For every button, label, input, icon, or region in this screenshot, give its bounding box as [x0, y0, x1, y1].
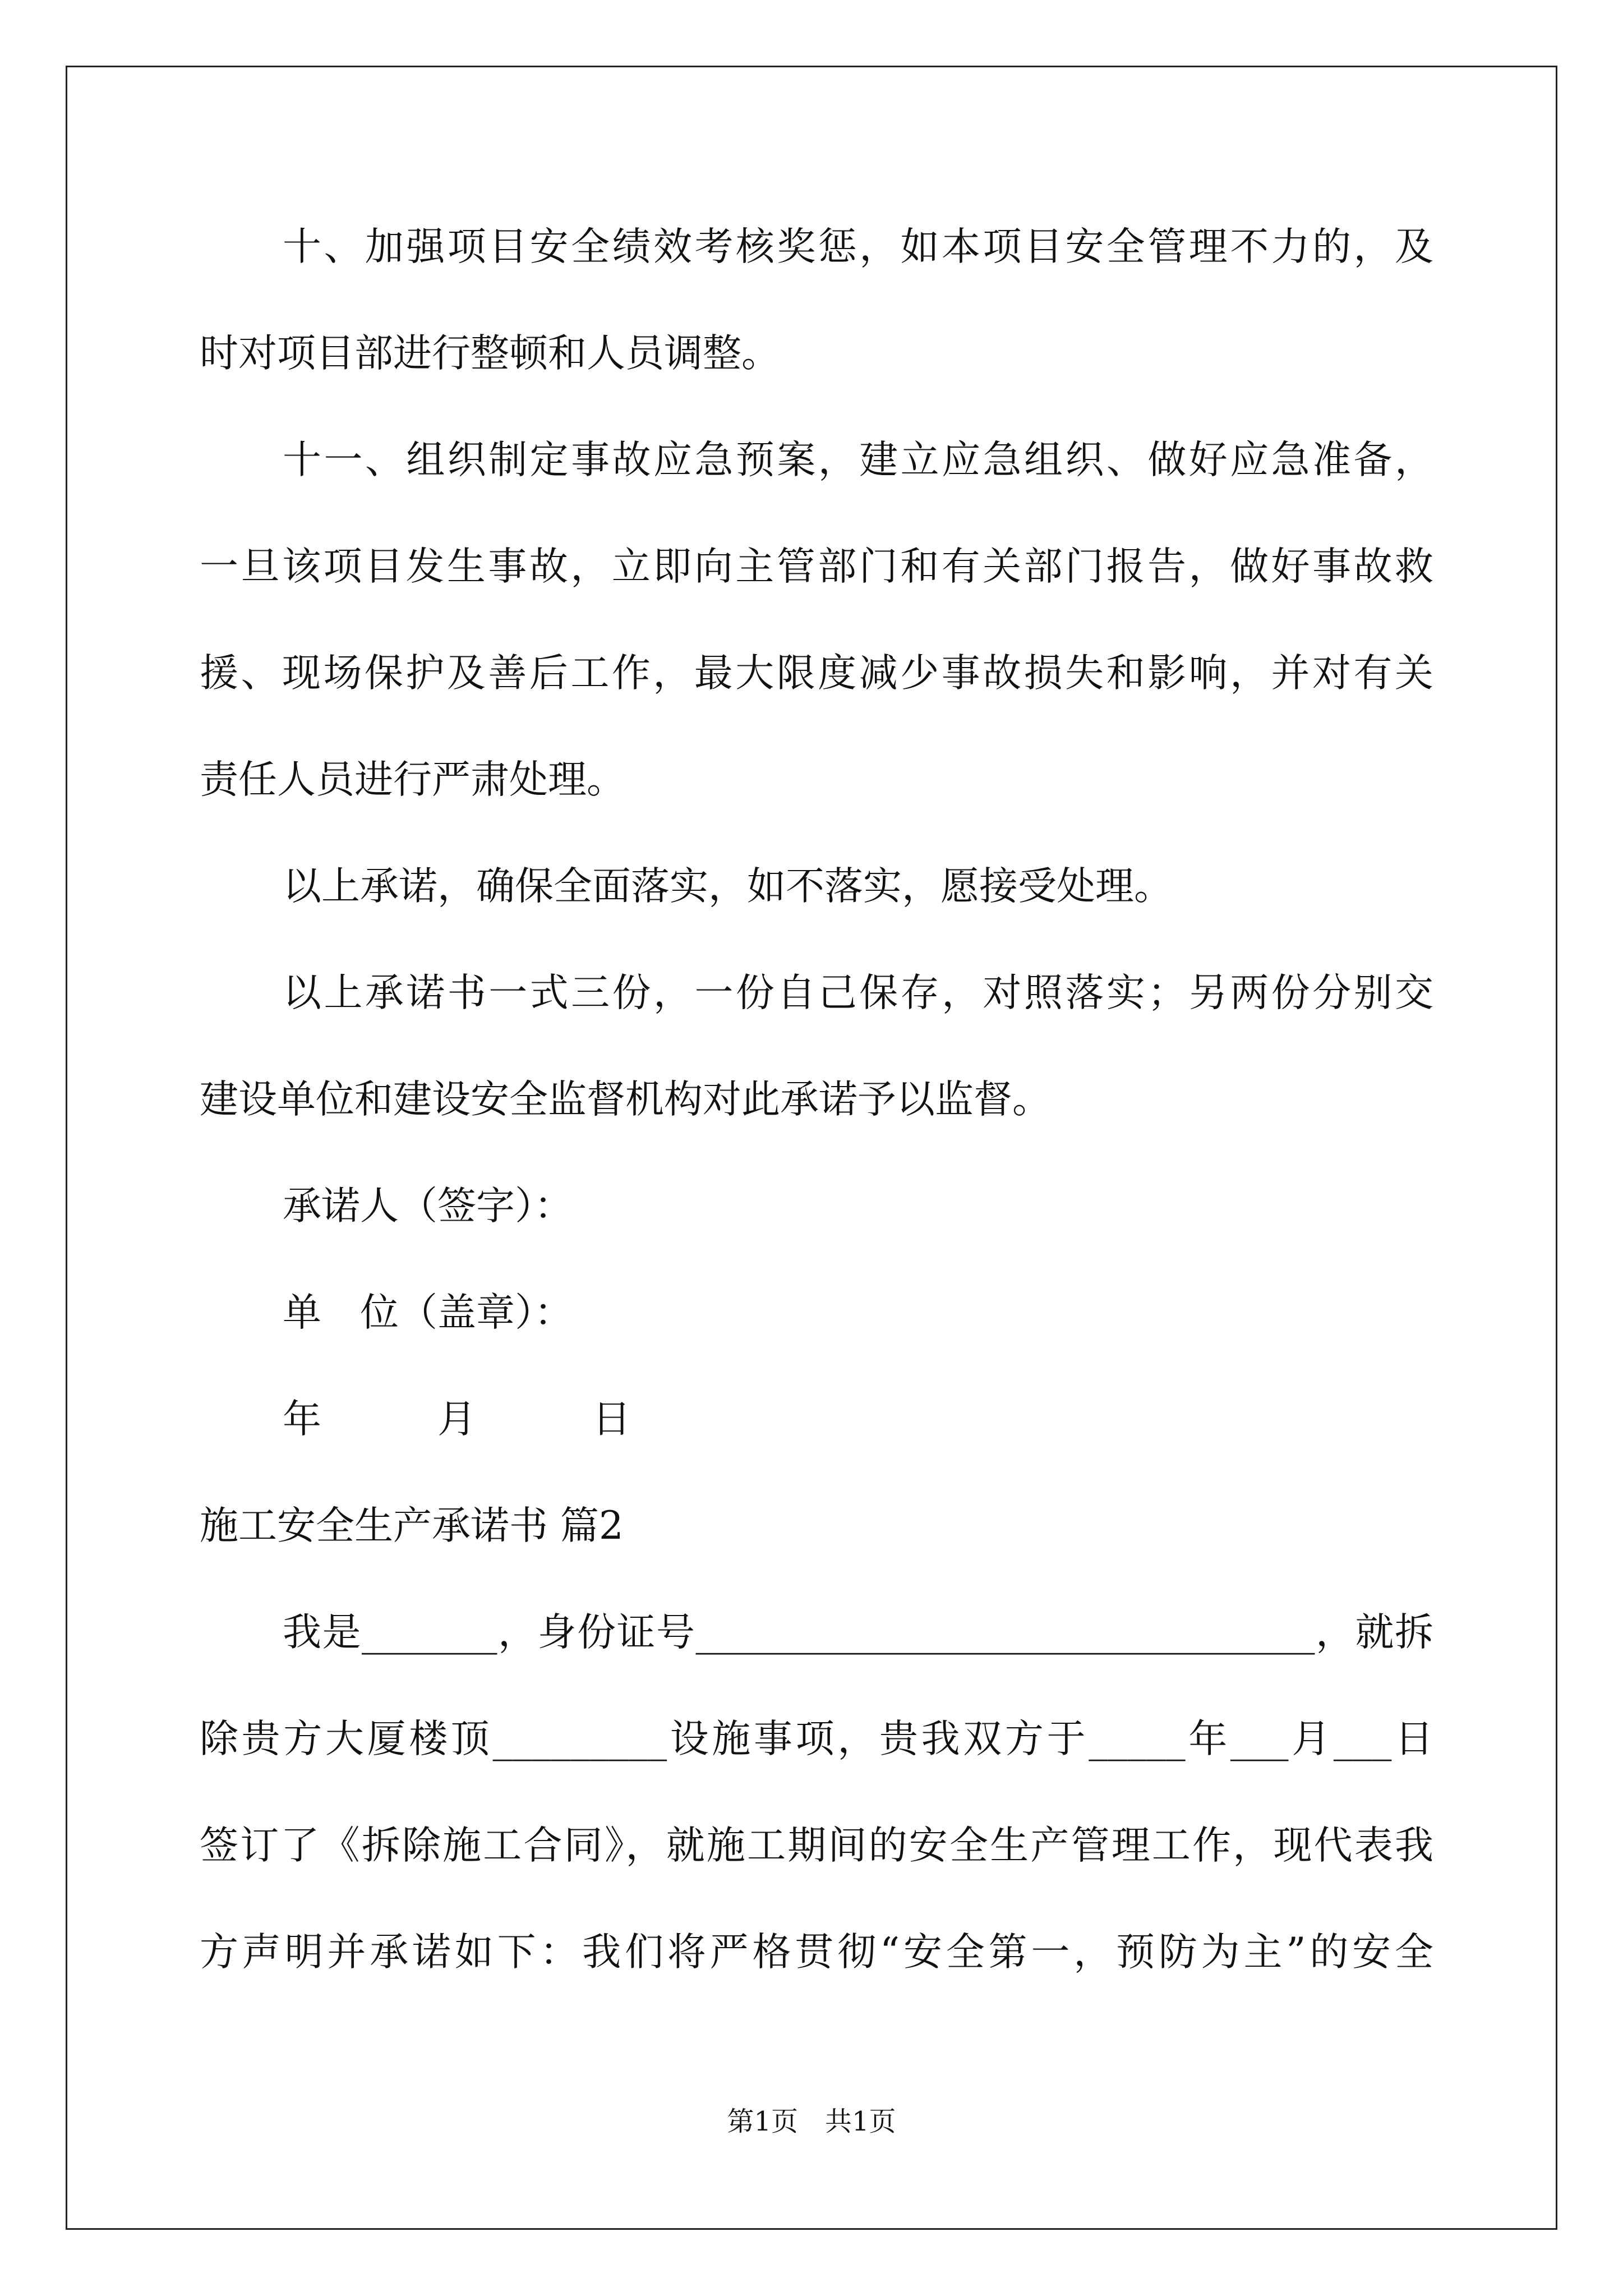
paragraph-line: 责任人员进行严肃处理。: [200, 757, 625, 802]
seal-line: 单 位（盖章）：: [283, 1290, 573, 1335]
paragraph-line: 时对项目部进行整顿和人员调整。: [200, 331, 780, 376]
section-title: 施工安全生产承诺书 篇2: [200, 1503, 624, 1548]
paragraph-line: 以上承诺，确保全面落实，如不落实，愿接受处理。: [283, 864, 1173, 909]
paragraph-line: 除贵方大厦楼顶_________设施事项，贵我双方于_____年___月___日: [200, 1717, 1433, 1761]
paragraph-line: 建设单位和建设安全监督机构对此承诺予以监督。: [200, 1077, 1051, 1122]
paragraph-line: 十一、组织制定事故应急预案，建立应急组织、做好应急准备，: [283, 438, 1433, 482]
paragraph-line: 一旦该项目发生事故，立即向主管部门和有关部门报告，做好事故救: [200, 544, 1433, 589]
paragraph-line: 签订了《拆除施工合同》，就施工期间的安全生产管理工作，现代表我: [200, 1823, 1433, 1868]
paragraph-line: 援、现场保护及善后工作，最大限度减少事故损失和影响，并对有关: [200, 651, 1433, 696]
paragraph-line: 十、加强项目安全绩效考核奖惩，如本项目安全管理不力的，及: [283, 224, 1433, 269]
signatory-line: 承诺人（签字）：: [283, 1184, 573, 1228]
paragraph-line: 我是_______，身份证号________________________________，就拆: [283, 1610, 1433, 1655]
page-footer: 第1页 共1页: [727, 2106, 896, 2137]
page-border: [66, 66, 1557, 2230]
date-line: 年 月 日: [283, 1397, 631, 1442]
paragraph-line: 方声明并承诺如下：我们将严格贯彻“安全第一，预防为主”的安全: [200, 1930, 1433, 1975]
paragraph-line: 以上承诺书一式三份，一份自己保存，对照落实；另两份分别交: [283, 970, 1433, 1015]
